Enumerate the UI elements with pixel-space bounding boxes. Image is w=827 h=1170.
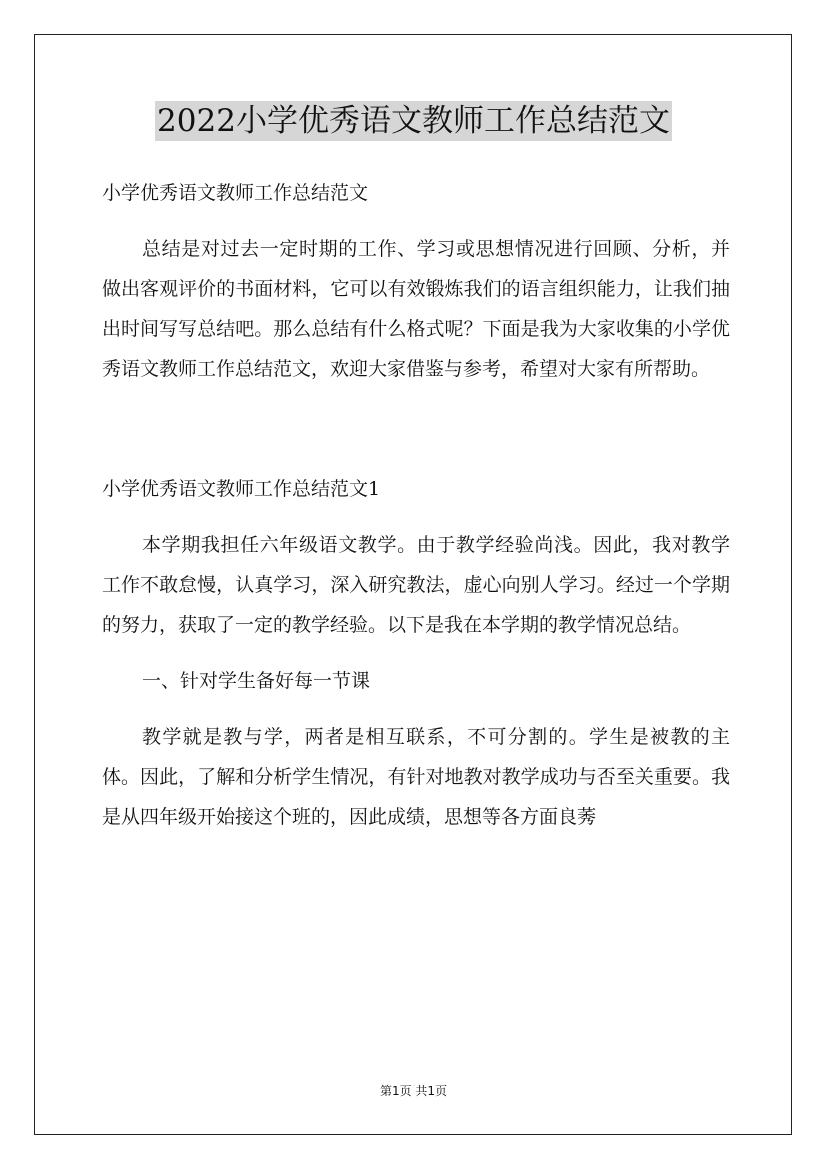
section1-heading: 小学优秀语文教师工作总结范文1 (102, 478, 381, 500)
subheading-1: 一、针对学生备好每一节课 (142, 670, 371, 692)
section1-paragraph-1: 本学期我担任六年级语文教学。由于教学经验尚浅。因此，我对教学工作不敢怠慢，认真学习，深入研究教法，虚心向别人学习。经过一个学期的努力，获取了一定的教学经验。以下是我在本学期的教学情况总结。 (102, 534, 730, 636)
document-subtitle: 小学优秀语文教师工作总结范文 (102, 182, 369, 204)
intro-paragraph: 总结是对过去一定时期的工作、学习或思想情况进行回顾、分析，并做出客观评价的书面材料，它可以有效锻炼我们的语言组织能力，让我们抽出时间写写总结吧。那么总结有什么格式呢？下面是我为大家收集的小学优秀语文教师工作总结范文，欢迎大家借鉴与参考，希望对大家有所帮助。 (102, 238, 730, 380)
title-container (0, 101, 827, 141)
section1-paragraph-2: 教学就是教与学，两者是相互联系，不可分割的。学生是被教的主体。因此，了解和分析学生情况，有针对地教对教学成功与否至关重要。我是从四年级开始接这个班的，因此成绩，思想等各方面良莠 (102, 726, 730, 828)
page-footer: 第1页 共1页 (379, 1084, 448, 1098)
document-body (102, 173, 730, 837)
section-gap (102, 389, 730, 469)
document-title: 2022小学优秀语文教师工作总结范文 (157, 103, 670, 139)
